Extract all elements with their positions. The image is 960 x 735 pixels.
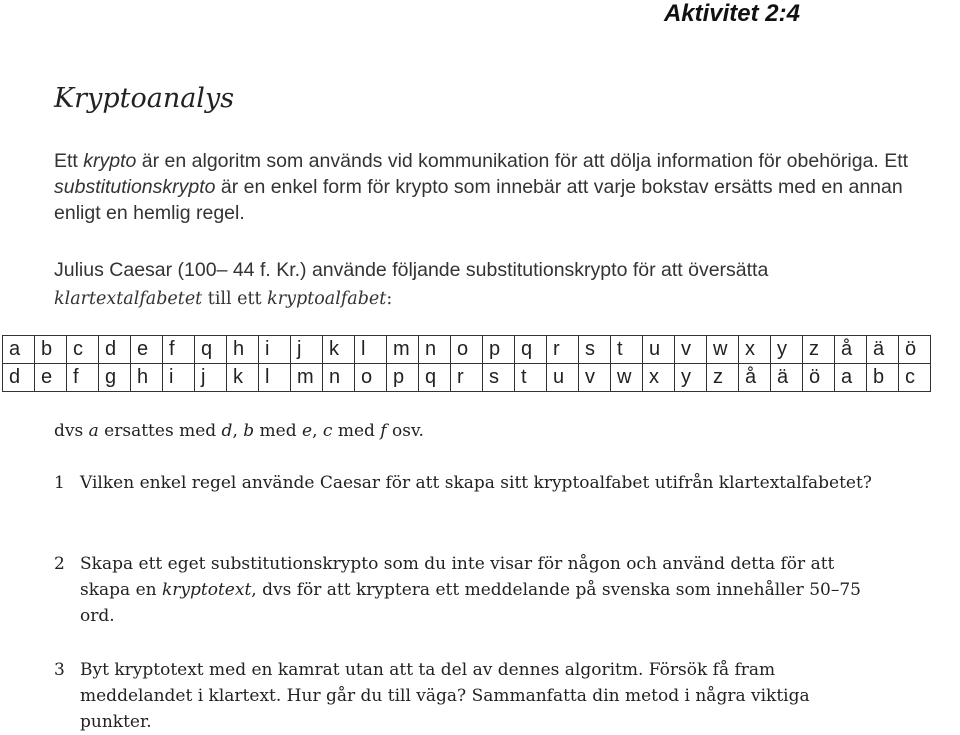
- question-number: 2: [54, 554, 65, 574]
- cipher-letter-cell: å: [739, 364, 771, 392]
- plain-letter-cell: p: [483, 336, 515, 364]
- cipher-letter-cell: s: [483, 364, 515, 392]
- term-krypto: krypto: [83, 150, 137, 172]
- cipher-letter-cell: j: [195, 364, 227, 392]
- plain-letter-cell: z: [803, 336, 835, 364]
- cipher-letter-cell: w: [611, 364, 643, 392]
- plain-letter-cell: h: [227, 336, 259, 364]
- cipher-letter-cell: u: [547, 364, 579, 392]
- cipher-letter-cell: c: [899, 364, 931, 392]
- question-number: 3: [54, 660, 65, 680]
- term-kryptoalfabet: kryptoalfabet: [267, 289, 387, 309]
- cipher-letter-cell: q: [419, 364, 451, 392]
- question-2: [54, 551, 884, 629]
- plain-letter-cell: r: [547, 336, 579, 364]
- cipher-letter-cell: f: [67, 364, 99, 392]
- cipher-letter-cell: x: [643, 364, 675, 392]
- question-text: Byt kryptotext med en kamrat utan att ta del av dennes algoritm. Försök få fram meddelandet i klartext. Hur går du till väga? Sammanfatta din metod i några viktiga punkter.: [80, 660, 810, 732]
- caesar-paragraph: Julius Caesar (100– 44 f. Kr.) använde följande substitutionskrypto för att översätta klartextalfabetet till ett kryptoalfabet:: [54, 259, 769, 309]
- plain-letter-cell: o: [451, 336, 483, 364]
- page-title: Kryptoanalys: [54, 83, 235, 114]
- plain-letter-cell: d: [99, 336, 131, 364]
- plain-letter-cell: å: [835, 336, 867, 364]
- cipher-letter-cell: r: [451, 364, 483, 392]
- cipher-letter-cell: g: [99, 364, 131, 392]
- cipher-letter-cell: p: [387, 364, 419, 392]
- cipher-letter-cell: m: [291, 364, 323, 392]
- term-klartextalfabetet: klartextalfabetet: [54, 289, 203, 309]
- question-1: [54, 470, 884, 496]
- term-kryptotext: kryptotext: [162, 580, 252, 600]
- cipher-letter-cell: n: [323, 364, 355, 392]
- cipher-letter-cell: t: [515, 364, 547, 392]
- cipher-letter-cell: z: [707, 364, 739, 392]
- plain-letter-cell: ö: [899, 336, 931, 364]
- plain-letter-cell: e: [131, 336, 163, 364]
- cipher-letter-cell: y: [675, 364, 707, 392]
- cipher-letter-cell: i: [163, 364, 195, 392]
- cipher-letter-cell: d: [3, 364, 35, 392]
- plain-letter-cell: i: [259, 336, 291, 364]
- plain-letter-cell: x: [739, 336, 771, 364]
- plaintext-alphabet-row: [3, 336, 931, 364]
- plain-letter-cell: w: [707, 336, 739, 364]
- cipher-letter-cell: h: [131, 364, 163, 392]
- question-number: 1: [54, 473, 65, 493]
- plain-letter-cell: b: [35, 336, 67, 364]
- plain-letter-cell: u: [643, 336, 675, 364]
- plain-letter-cell: y: [771, 336, 803, 364]
- plain-letter-cell: s: [579, 336, 611, 364]
- substitution-note: dvs a ersattes med d, b med e, c med f osv.: [54, 421, 424, 441]
- plain-letter-cell: j: [291, 336, 323, 364]
- cipher-letter-cell: ö: [803, 364, 835, 392]
- cipher-letter-cell: e: [35, 364, 67, 392]
- question-text: Skapa ett eget substitutionskrypto som du inte visar för någon och använd detta för att skapa en kryptotext, dvs för att kryptera ett meddelande på svenska som innehåller 50–75 ord.: [80, 554, 861, 626]
- cipher-letter-cell: k: [227, 364, 259, 392]
- plain-letter-cell: m: [387, 336, 419, 364]
- caesar-cipher-table: [2, 335, 931, 392]
- plain-letter-cell: l: [355, 336, 387, 364]
- plain-letter-cell: q: [515, 336, 547, 364]
- plain-letter-cell: k: [323, 336, 355, 364]
- cipher-letter-cell: o: [355, 364, 387, 392]
- plain-letter-cell: ä: [867, 336, 899, 364]
- question-text: Vilken enkel regel använde Caesar för att skapa sitt kryptoalfabet utifrån klartextalfabetet?: [80, 473, 872, 493]
- plain-letter-cell: n: [419, 336, 451, 364]
- plain-letter-cell: q: [195, 336, 227, 364]
- plain-letter-cell: a: [3, 336, 35, 364]
- cipher-letter-cell: l: [259, 364, 291, 392]
- plain-letter-cell: v: [675, 336, 707, 364]
- cipher-letter-cell: ä: [771, 364, 803, 392]
- term-substitutionskrypto: substitutionskrypto: [54, 176, 216, 198]
- cipher-letter-cell: v: [579, 364, 611, 392]
- cipher-alphabet-row: [3, 364, 931, 392]
- plain-letter-cell: c: [67, 336, 99, 364]
- question-3: [54, 657, 884, 735]
- plain-letter-cell: f: [163, 336, 195, 364]
- plain-letter-cell: t: [611, 336, 643, 364]
- cipher-letter-cell: a: [835, 364, 867, 392]
- cipher-letter-cell: b: [867, 364, 899, 392]
- activity-label: Aktivitet 2:4: [663, 0, 800, 27]
- intro-paragraph: Ett krypto är en algoritm som används vid kommunikation för att dölja information för obehöriga. Ett substitutionskrypto är en enkel form för krypto som innebär att varje bokstav ersätts med en annan enligt en hemlig regel.: [54, 150, 909, 224]
